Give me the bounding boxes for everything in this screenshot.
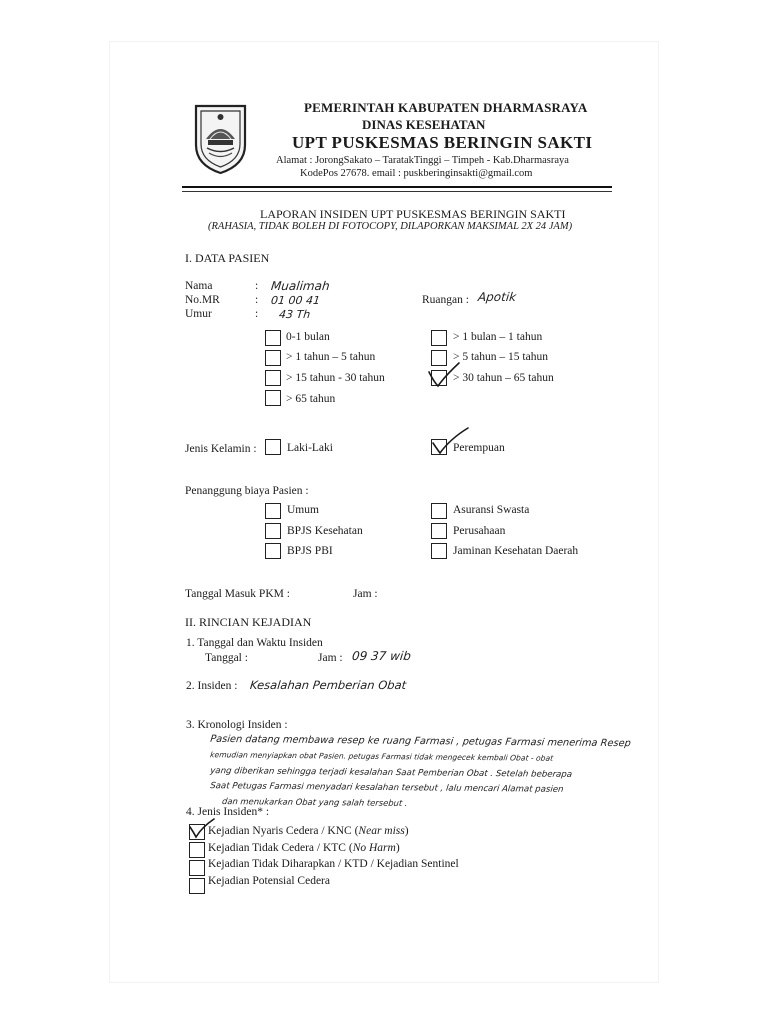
patient-name-value: Mualimah	[270, 279, 331, 293]
admit-time-label: Jam :	[353, 588, 378, 600]
incident-value: Kesalahan Pemberian Obat	[249, 678, 407, 692]
payer-option-label: BPJS PBI	[287, 545, 333, 557]
chronology-line: yang diberikan sehingga terjadi kesalahan Saat Pemberian Obat . Setelah beberapa	[209, 766, 573, 780]
age-65-tahun-checkbox[interactable]	[265, 390, 281, 406]
patient-name-colon: :	[255, 280, 259, 292]
incident-time-value: 09 37 wib	[351, 649, 412, 663]
header-postal-email: KodePos 27678. email : puskberinginsakti@gmail.com	[300, 168, 533, 179]
type-ktc-checkbox[interactable]	[189, 842, 205, 858]
age-0-1-bulan-checkbox[interactable]	[265, 330, 281, 346]
payer-perusahaan-checkbox[interactable]	[431, 523, 447, 539]
payer-umum-checkbox[interactable]	[265, 503, 281, 519]
patient-mr-colon: :	[255, 294, 259, 306]
check-mark-icon	[425, 360, 465, 390]
payer-option-label: Perusahaan	[453, 525, 506, 537]
regency-emblem-logo	[193, 103, 248, 175]
payer-option-label: Asuransi Swasta	[453, 504, 530, 516]
age-option-label: > 1 bulan – 1 tahun	[453, 331, 543, 343]
header-department: DINAS KESEHATAN	[362, 117, 486, 132]
incident-type-option: Kejadian Tidak Cedera / KTC (No Harm)	[208, 842, 400, 854]
payer-label: Penanggung biaya Pasien :	[185, 485, 309, 497]
header-government: PEMERINTAH KABUPATEN DHARMASRAYA	[304, 100, 588, 115]
payer-jamkesda-checkbox[interactable]	[431, 543, 447, 559]
payer-bpjs-kesehatan-checkbox[interactable]	[265, 523, 281, 539]
incident-time-label: Jam :	[318, 652, 343, 664]
admit-date-label: Tanggal Masuk PKM :	[185, 588, 290, 600]
incident-type-option: Kejadian Nyaris Cedera / KNC (Near miss)	[208, 825, 409, 837]
section-patient-title: I. DATA PASIEN	[185, 251, 270, 265]
patient-age-value: 43 Th	[278, 308, 311, 321]
age-option-label: > 65 tahun	[286, 393, 336, 405]
age-1bulan-1tahun-checkbox[interactable]	[431, 330, 447, 346]
type-potential-checkbox[interactable]	[189, 878, 205, 894]
check-mark-icon	[430, 425, 470, 457]
incident-type-option: Kejadian Tidak Diharapkan / KTD / Kejadian Sentinel	[208, 858, 459, 870]
age-15-30-tahun-checkbox[interactable]	[265, 370, 281, 386]
patient-room-value: Apotik	[477, 290, 517, 304]
incident-date-label: Tanggal :	[205, 652, 248, 664]
gender-male-label: Laki-Laki	[287, 442, 333, 454]
gender-female-label: Perempuan	[453, 442, 505, 454]
age-1-5-tahun-checkbox[interactable]	[265, 350, 281, 366]
type-ktd-checkbox[interactable]	[189, 860, 205, 876]
incident-label: 2. Insiden :	[186, 680, 238, 692]
chronology-label: 3. Kronologi Insiden :	[186, 719, 288, 731]
incident-type-label: 4. Jenis Insiden* :	[186, 806, 270, 818]
header-address: Alamat : JorongSakato – TaratakTinggi – Timpeh - Kab.Dharmasraya	[276, 155, 569, 166]
report-subtitle: (RAHASIA, TIDAK BOLEH DI FOTOCOPY, DILAPORKAN MAKSIMAL 2X 24 JAM)	[208, 221, 573, 232]
check-mark-icon	[187, 815, 217, 841]
age-option-label: > 1 tahun – 5 tahun	[286, 351, 376, 363]
payer-option-label: Umum	[287, 504, 319, 516]
age-option-label: > 30 tahun – 65 tahun	[453, 372, 554, 384]
patient-name-label: Nama	[185, 280, 213, 292]
section-incident-title: II. RINCIAN KEJADIAN	[185, 615, 312, 629]
patient-room-label: Ruangan :	[422, 294, 469, 306]
payer-asuransi-swasta-checkbox[interactable]	[431, 503, 447, 519]
chronology-line: dan menukarkan Obat yang salah tersebut .	[221, 796, 409, 808]
patient-age-label: Umur	[185, 308, 212, 320]
age-option-label: > 5 tahun – 15 tahun	[453, 351, 548, 363]
gender-male-checkbox[interactable]	[265, 439, 281, 455]
age-option-label: 0-1 bulan	[286, 331, 330, 343]
chronology-line: Pasien datang membawa resep ke ruang Farmasi , petugas Farmasi menerima Resep	[209, 733, 632, 750]
patient-age-colon: :	[255, 308, 259, 320]
gender-label: Jenis Kelamin :	[185, 443, 257, 455]
payer-bpjs-pbi-checkbox[interactable]	[265, 543, 281, 559]
header-divider-thin	[182, 191, 612, 192]
document-page	[110, 42, 658, 982]
incident-type-option: Kejadian Potensial Cedera	[208, 875, 330, 887]
payer-option-label: BPJS Kesehatan	[287, 525, 363, 537]
age-option-label: > 15 tahun - 30 tahun	[286, 372, 385, 384]
chronology-line: Saat Petugas Farmasi menyadari kesalahan tersebut , lalu mencari Alamat pasien	[209, 781, 565, 795]
report-title: LAPORAN INSIDEN UPT PUSKESMAS BERINGIN SAKTI	[260, 207, 566, 221]
payer-option-label: Jaminan Kesehatan Daerah	[453, 545, 579, 557]
header-divider	[182, 186, 612, 188]
header-institution: UPT PUSKESMAS BERINGIN SAKTI	[292, 133, 593, 152]
chronology-line: kemudian menyiapkan obat Pasien. petugas Farmasi tidak mengecek kembali Obat - obat	[209, 750, 554, 763]
patient-mr-value: 01 00 41	[270, 294, 321, 307]
patient-mr-label: No.MR	[185, 294, 220, 306]
incident-datetime-label: 1. Tanggal dan Waktu Insiden	[186, 637, 323, 649]
